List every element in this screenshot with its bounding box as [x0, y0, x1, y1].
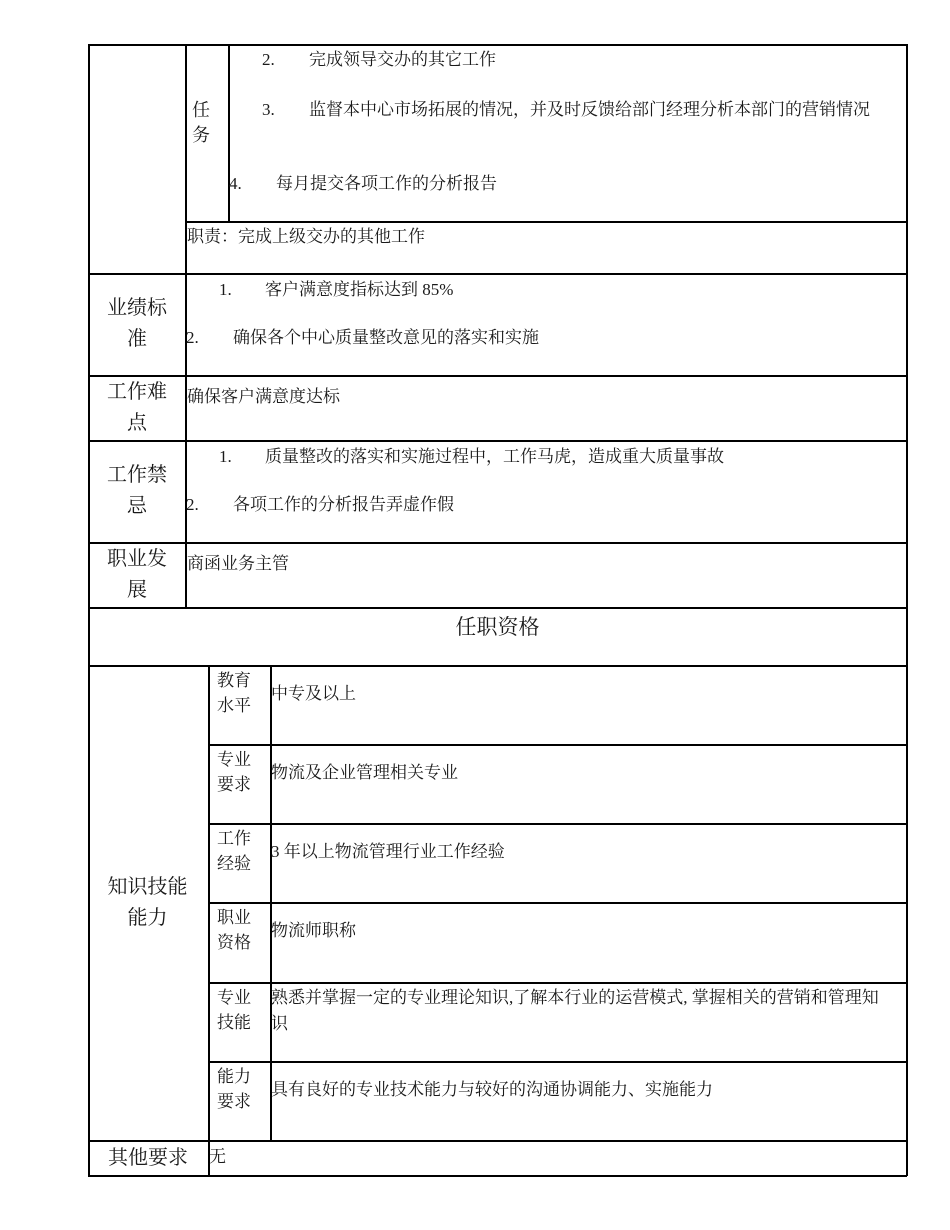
task-item	[229, 172, 497, 196]
row-divider	[208, 823, 907, 825]
performance-item-text: 客户满意度指标达到 85%	[265, 280, 454, 299]
task-item	[262, 97, 894, 123]
row-divider	[88, 440, 907, 442]
qualification-label: 工作经验	[217, 829, 251, 873]
performance-item	[186, 326, 539, 350]
difficulty-label: 工作难点	[107, 381, 167, 434]
other-text: 无	[209, 1147, 226, 1166]
row-divider	[88, 542, 907, 544]
prohibition-item-number: 1.	[219, 447, 232, 466]
prohibition-item	[219, 445, 724, 469]
table-border-left	[88, 44, 90, 1176]
qualifications-title: 任职资格	[455, 615, 540, 639]
row-divider	[88, 607, 907, 609]
performance-item	[219, 278, 453, 302]
task-item-text: 监督本中心市场拓展的情况，并及时反馈给部门经理分析本部门的营销情况	[309, 100, 870, 119]
task-label: 任务	[192, 100, 210, 145]
prohibition-item-text: 质量整改的落实和实施过程中，工作马虎，造成重大质量事故	[265, 447, 724, 466]
qualification-label: 专业技能	[217, 988, 251, 1032]
prohibition-item-number: 2.	[186, 495, 199, 514]
prohibitions-label: 工作禁忌	[107, 464, 167, 517]
qualification-value: 熟悉并掌握一定的专业理论知识,了解本行业的运营模式, 掌握相关的营销和管理知识	[271, 988, 879, 1033]
table-border-right	[906, 44, 908, 1176]
task-item-text: 每月提交各项工作的分析报告	[276, 174, 497, 193]
task-item-number: 2.	[262, 50, 275, 69]
qualification-value: 物流师职称	[271, 921, 356, 940]
qualification-value: 物流及企业管理相关专业	[271, 763, 458, 782]
row-divider	[88, 665, 907, 667]
row-divider	[208, 744, 907, 746]
qualifications-group-label: 知识技能能力	[107, 876, 188, 929]
qualification-label: 能力要求	[217, 1067, 251, 1111]
performance-item-text: 确保各个中心质量整改意见的落实和实施	[233, 328, 539, 347]
qualification-value: 具有良好的专业技术能力与较好的沟通协调能力、实施能力	[271, 1080, 713, 1099]
prohibition-item-text: 各项工作的分析报告弄虚作假	[233, 495, 454, 514]
career-text: 商函业务主管	[187, 554, 289, 573]
qualification-value: 3 年以上物流管理行业工作经验	[271, 842, 505, 861]
qualification-value: 中专及以上	[271, 684, 356, 703]
difficulty-text: 确保客户满意度达标	[187, 387, 340, 406]
qualification-label: 专业要求	[217, 750, 251, 794]
task-item-number: 3.	[262, 100, 275, 119]
task-item-text: 完成领导交办的其它工作	[309, 50, 496, 69]
row-divider	[208, 1061, 907, 1063]
performance-item-number: 2.	[186, 328, 199, 347]
row-divider	[88, 375, 907, 377]
qualification-label: 职业资格	[217, 908, 251, 952]
task-item	[262, 48, 496, 72]
col-divider	[270, 665, 272, 1141]
row-divider	[185, 221, 907, 223]
performance-item-number: 1.	[219, 280, 232, 299]
prohibition-item	[186, 493, 454, 517]
row-divider	[208, 902, 907, 904]
responsibility-text: 职责：完成上级交办的其他工作	[187, 227, 425, 246]
col-divider	[208, 665, 210, 1176]
task-item-number: 4.	[229, 174, 242, 193]
row-divider	[88, 1140, 907, 1142]
qualification-label: 教育水平	[217, 671, 251, 715]
row-divider	[88, 273, 907, 275]
table-border-top	[88, 44, 907, 46]
performance-label: 业绩标准	[107, 297, 167, 350]
other-label: 其他要求	[108, 1147, 188, 1169]
career-label: 职业发展	[107, 548, 167, 601]
row-divider	[208, 982, 907, 984]
table-border-bottom	[88, 1175, 907, 1177]
